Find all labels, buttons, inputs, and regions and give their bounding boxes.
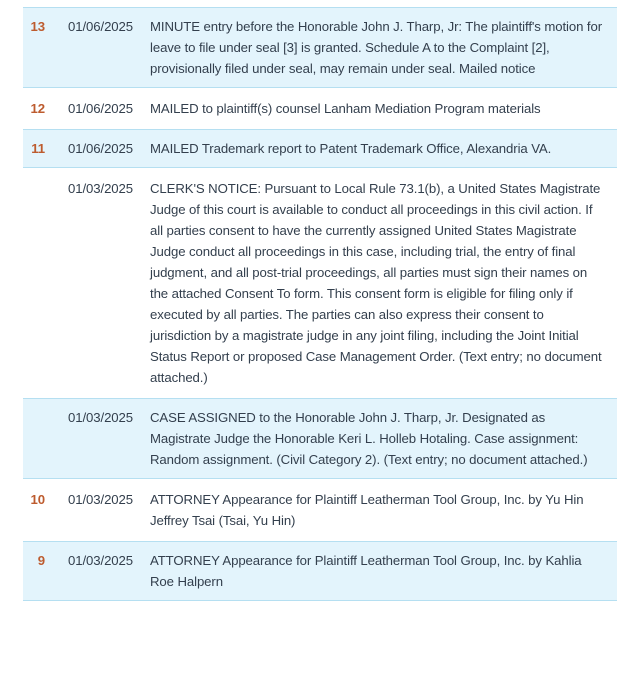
docket-row xyxy=(23,481,617,539)
docket-row xyxy=(23,170,617,396)
entry-date: 01/03/2025 xyxy=(68,553,134,568)
entry-date: 01/03/2025 xyxy=(68,181,134,196)
entry-number-link[interactable]: 11 xyxy=(31,141,45,156)
docket-row xyxy=(23,7,617,88)
entry-number-link xyxy=(23,407,68,470)
entry-date: 01/06/2025 xyxy=(68,101,134,116)
entry-text: CLERK'S NOTICE: Pursuant to Local Rule 73.1(b), a United States Magistrate Judge of this court is available to conduct all proceedings in this civil action. If all parties consent to have the currently assigned United States Magistrate Judge conduct all proceedings in this case, including trial, the entry of final judgment, and all post-trial proceedings, all parties must sign their names on the attached Consent To form. This consent form is eligible for filing only if executed by all parties. The parties can also express their consent to jurisdiction by a magistrate judge in any joint filing, including the Joint Initial Status Report or proposed Case Management Order. (Text entry; no document attached.) xyxy=(150,181,602,385)
entry-date: 01/03/2025 xyxy=(68,492,134,507)
docket-table xyxy=(23,7,617,601)
docket-row xyxy=(23,398,617,479)
entry-number-link xyxy=(23,178,68,388)
entry-text: MAILED Trademark report to Patent Trademark Office, Alexandria VA. xyxy=(150,141,552,156)
entry-text: CASE ASSIGNED to the Honorable John J. Tharp, Jr. Designated as Magistrate Judge the Honorable Keri L. Holleb Hotaling. Case assignment: Random assignment. (Civil Category 2). (Text entry; no document attached.) xyxy=(150,410,588,467)
docket-row xyxy=(23,541,617,601)
docket-row xyxy=(23,129,617,168)
entry-number-link[interactable]: 13 xyxy=(30,19,45,34)
entry-text: ATTORNEY Appearance for Plaintiff Leatherman Tool Group, Inc. by Yu Hin Jeffrey Tsai (Tsai, Yu Hin) xyxy=(150,492,584,528)
docket-row xyxy=(23,90,617,127)
entry-date: 01/03/2025 xyxy=(68,410,134,425)
entry-number-link[interactable]: 10 xyxy=(30,492,45,507)
entry-number-link[interactable]: 12 xyxy=(30,101,45,116)
entry-text: MINUTE entry before the Honorable John J. Tharp, Jr: The plaintiff's motion for leave to file under seal [3] is granted. Schedule A to the Complaint [2], provisionally filed under seal, may remain under seal. Mailed notice xyxy=(150,19,603,76)
entry-date: 01/06/2025 xyxy=(68,141,134,156)
entry-date: 01/06/2025 xyxy=(68,19,134,34)
entry-text: MAILED to plaintiff(s) counsel Lanham Mediation Program materials xyxy=(150,101,541,116)
entry-text: ATTORNEY Appearance for Plaintiff Leatherman Tool Group, Inc. by Kahlia Roe Halpern xyxy=(150,553,582,589)
entry-number-link[interactable]: 9 xyxy=(37,553,45,568)
